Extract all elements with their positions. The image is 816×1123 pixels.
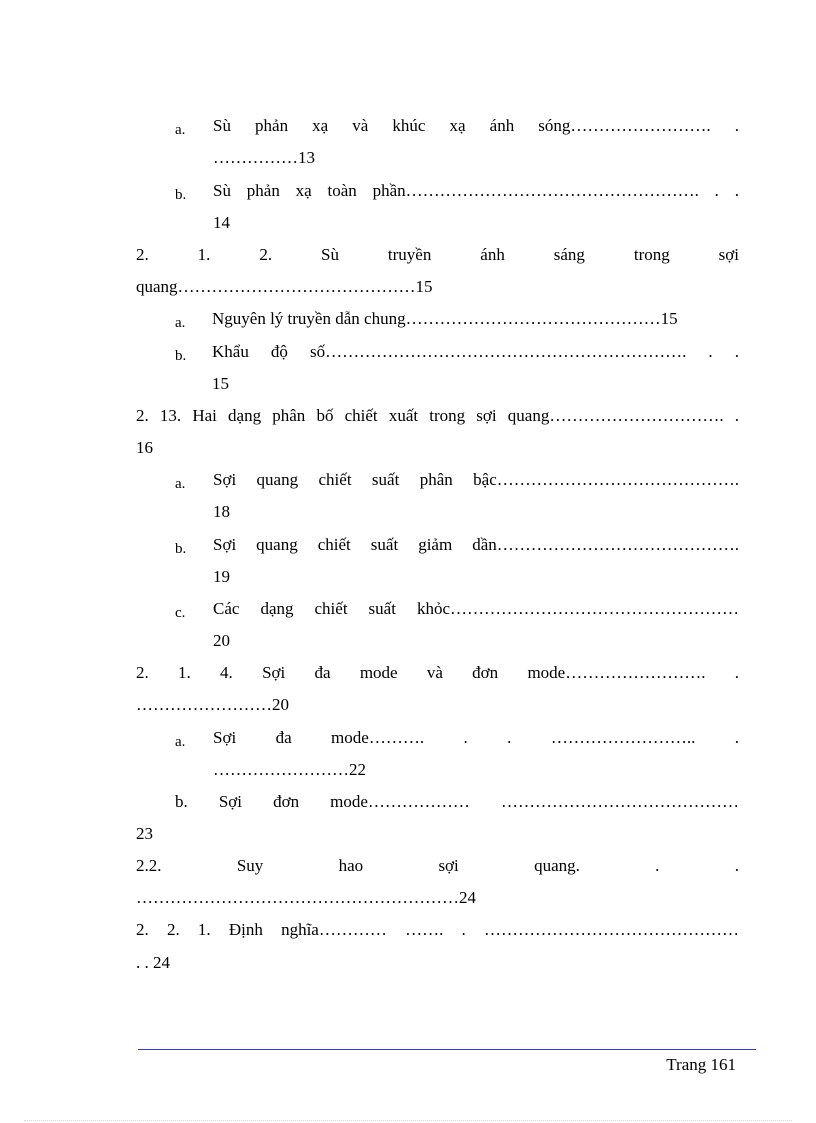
toc-marker: a.: [175, 476, 186, 492]
page-number: Trang 161: [666, 1055, 736, 1074]
toc-entry-line: Sù phản xạ toàn phần……………………………………………. . .: [213, 181, 739, 200]
toc-entry-line: . . 24: [136, 953, 170, 972]
toc-marker: c.: [175, 605, 186, 621]
toc-entry-line: ……………………22: [213, 760, 366, 779]
toc-entry-line: Khẩu độ số………………………………………………………. . .: [212, 342, 739, 361]
toc-entry-line: 2. 1. 2. Sù truyền ánh sáng trong sợi: [136, 245, 739, 264]
toc-entry-line: 2.2. Suy hao sợi quang. . .: [136, 856, 739, 875]
toc-entry-line: Sợi quang chiết suất giảm dần…………………………………….: [213, 535, 739, 554]
toc-entry-line: 15: [212, 374, 229, 393]
toc-entry-line: 2. 1. 4. Sợi đa mode và đơn mode……………………. .: [136, 663, 739, 682]
toc-marker: b.: [175, 541, 187, 557]
toc-entry-line: 23: [136, 824, 153, 843]
toc-entry-line: 20: [213, 631, 230, 650]
toc-entry-line: b. Sợi đơn mode……………… ……………………………………: [175, 792, 739, 811]
toc-marker: b.: [175, 348, 187, 364]
toc-entry-line: quang……………………………………15: [136, 277, 433, 296]
toc-entry-line: 19: [213, 567, 230, 586]
toc-entry-line: Sợi quang chiết suất phân bậc…………………………………….: [213, 470, 739, 489]
toc-entry-line: ……………………20: [136, 695, 289, 714]
toc-marker: a.: [175, 315, 186, 331]
toc-entry-line: ……………13: [213, 148, 315, 167]
toc-entry-line: 14: [213, 213, 230, 232]
footer-rule: [138, 1049, 756, 1050]
toc-entry-line: Sù phản xạ và khúc xạ ánh sóng……………………. .: [213, 116, 739, 135]
toc-entry-line: Nguyên lý truyền dẫn chung………………………………………15: [212, 309, 678, 328]
page-edge-divider: [24, 1120, 792, 1121]
toc-entry-line: 2. 13. Hai dạng phân bố chiết xuất trong sợi quang…………………………. .: [136, 406, 739, 425]
toc-marker: a.: [175, 122, 186, 138]
toc-entry-line: 16: [136, 438, 153, 457]
toc-entry-line: 18: [213, 502, 230, 521]
toc-marker: a.: [175, 734, 186, 750]
toc-entry-line: Sợi đa mode………. . . …………………….. .: [213, 728, 739, 747]
toc-entry-line: Các dạng chiết suất khỏc……………………………………………: [213, 599, 739, 618]
toc-entry-line: 2. 2. 1. Định nghĩa………… ……. . ………………………………………: [136, 920, 739, 939]
toc-entry-line: …………………………………………………24: [136, 888, 476, 907]
toc-marker: b.: [175, 187, 187, 203]
